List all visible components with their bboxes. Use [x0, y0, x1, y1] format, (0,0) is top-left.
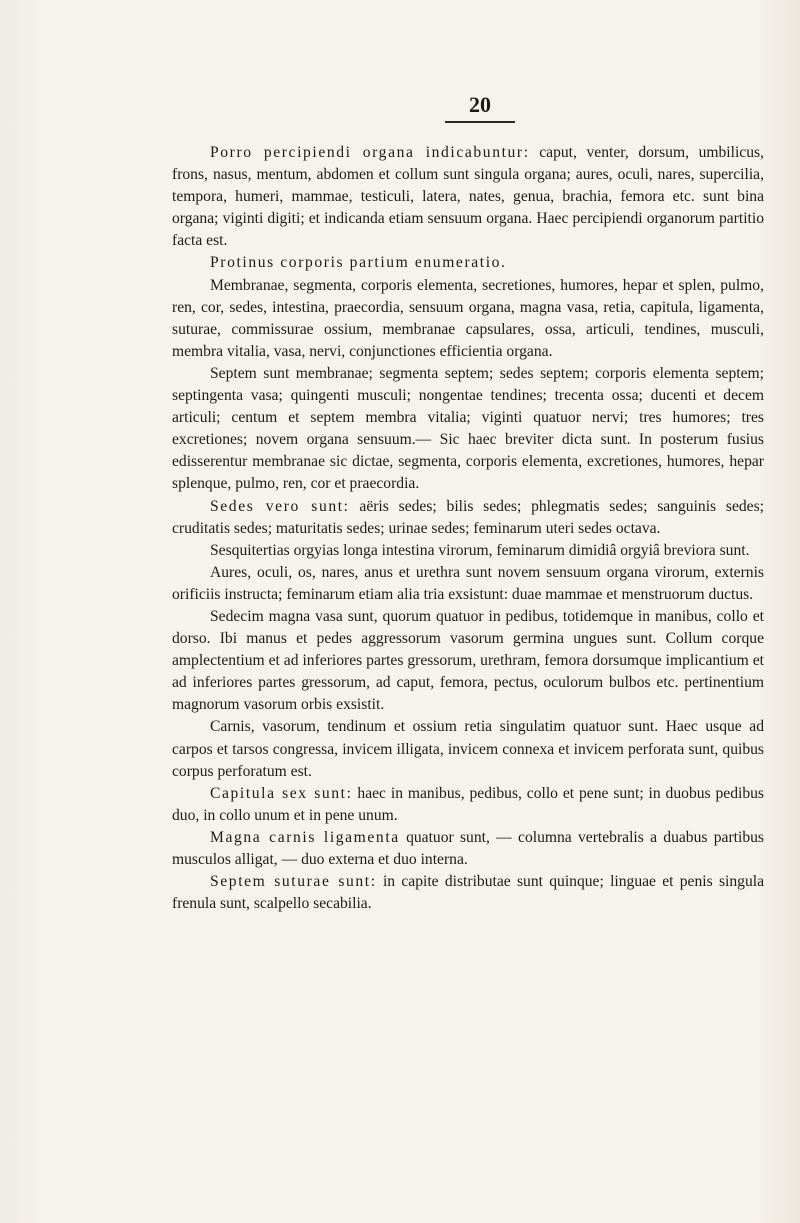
- page-number: 20: [445, 92, 515, 123]
- paragraph-text: haec in manibus, pedibus, collo et pene sunt; in duobus pedibus duo, in collo unum et in pene unum.: [172, 784, 764, 824]
- paragraph: [172, 606, 764, 716]
- paragraph-text: quatuor sunt, — columna vertebralis a duabus partibus musculos alligat, — duo externa et duo interna.: [172, 828, 764, 868]
- paragraph: [172, 363, 764, 496]
- paragraph-text: Sesquitertias orgyias longa intestina virorum, feminarum dimidiâ orgyiâ breviora sunt.: [210, 541, 750, 559]
- paragraph: [172, 562, 764, 606]
- paragraph: [172, 275, 764, 363]
- paragraph-text: Aures, oculi, os, nares, anus et urethra sunt novem sensuum organa virorum, externis orificiis instructa; feminarum etiam alia tria exsistunt: duae mammae et menstruorum ductus.: [172, 563, 764, 603]
- paragraph-text: aëris sedes; bilis sedes; phlegmatis sedes; sanguinis sedes; cruditatis sedes; maturitatis sedes; urinae sedes; feminarum uteri sedes octava.: [172, 497, 765, 537]
- paragraph-text: caput, venter, dorsum, umbilicus, frons, nasus, mentum, abdomen et collum sunt singula organa; aures, oculi, nares, supercilia, tempora, humeri, mammae, testiculi, latera, nates, genua, brachia, femora etc. sunt bina organa; viginti digiti; et indicanda etiam sensuum organa. Haec percipiendi organorum partitio facta est.: [172, 144, 764, 250]
- paragraph-text: Carnis, vasorum, tendinum et ossium retia singulatim quatuor sunt. Haec usque ad carpos et tarsos congressa, invicem illigata, invicem connexa et invicem perforata sunt, quibus corpus perforatum est.: [172, 718, 764, 780]
- paragraph-lead: Magna carnis ligamenta: [210, 828, 400, 846]
- paragraph: [172, 142, 764, 252]
- paragraph-lead: Septem suturae sunt:: [210, 873, 377, 891]
- paragraph: [172, 827, 764, 871]
- paragraph-lead: Protinus corporis partium enumeratio.: [210, 254, 507, 272]
- paragraph: [172, 783, 764, 827]
- paragraph: [172, 716, 764, 782]
- paragraph-text: in capite distributae sunt quinque; linguae et penis singula frenula sunt, scalpello secabilia.: [172, 873, 764, 913]
- paragraph-text: Membranae, segmenta, corporis elementa, secretiones, humores, hepar et splen, pulmo, ren, cor, sedes, intestina, praecordia, sensuum organa, magna vasa, retia, capitula, ligamenta, suturae, commissurae ossium, membranae capsulares, ossa, articuli, tendines, musculi, membra vitalia, vasa, nervi, conjunctiones efficientia organa.: [172, 276, 764, 360]
- text-body: [172, 142, 764, 915]
- paragraph-text: Sedecim magna vasa sunt, quorum quatuor in pedibus, totidemque in manibus, collo et dorso. Ibi manus et pedes aggressorum vasorum germina ungues sunt. Collum corque amplectentium et ad inferiores partes gressorum, urethram, femora dorsumque implicantium et ad inferiores partes gressorum, ad caput, femora, pectus, oculorum bulbos etc. pertinentium magnorum vasorum orbis exsistit.: [172, 607, 764, 714]
- page-header: [0, 92, 800, 123]
- paragraph: [172, 871, 764, 915]
- paragraph-lead: Capitula sex sunt:: [210, 784, 353, 802]
- paragraph: [172, 496, 764, 540]
- paragraph: [172, 252, 764, 274]
- paragraph-lead: Porro percipiendi organa indicabuntur:: [210, 144, 530, 161]
- paragraph-text: Septem sunt membranae; segmenta septem; sedes septem; corporis elementa septem; septingenta vasa; quingenti musculi; nongentae tendines; trecenta ossa; ducenti et decem articuli; centum et septem membra vitalia; viginti quatuor nervi; tres humores; tres excretiones; novem organa sensuum.— Sic haec breviter dicta sunt. In posterum fusius edisserentur membranae sic dictae, segmenta, corporis elementa, excretiones, humores, hepar splenque, pulmo, ren, cor et praecordia.: [172, 364, 764, 493]
- paragraph-lead: Sedes vero sunt:: [210, 497, 350, 515]
- paragraph: [172, 540, 764, 562]
